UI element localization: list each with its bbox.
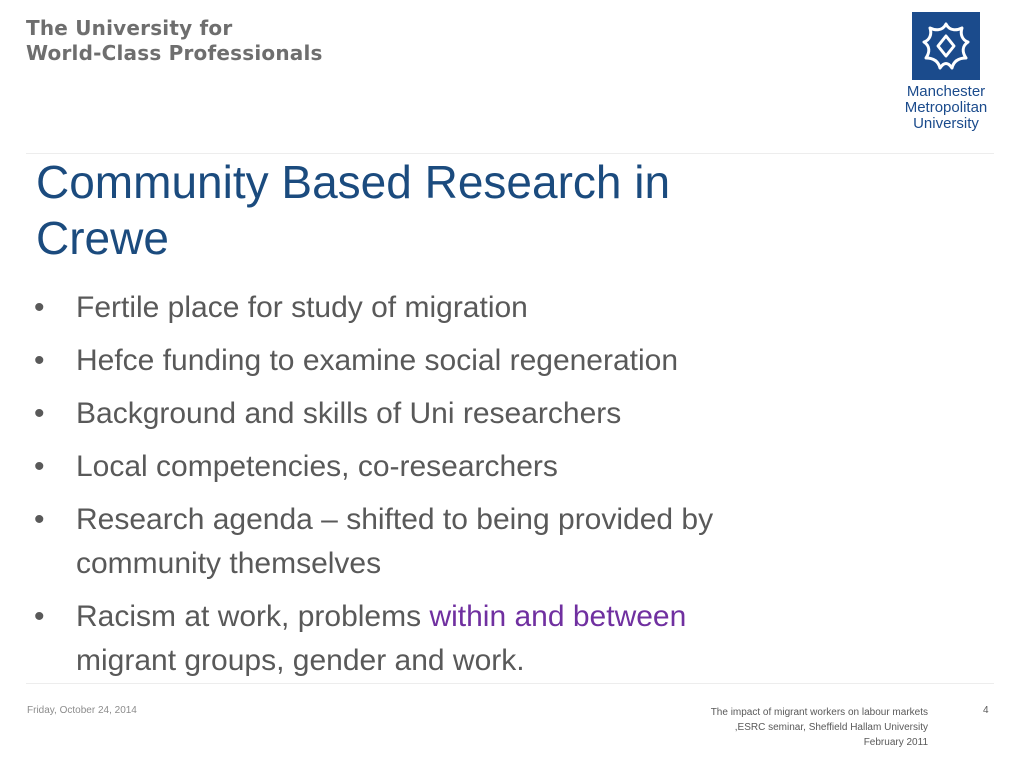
bullet-marker: • [34,397,45,430]
footer-info-line-2: ,ESRC seminar, Sheffield Hallam University [734,722,928,733]
bullet-text: Local competencies, co-researchers [76,450,558,483]
logo-line-1: Manchester [906,83,986,100]
bullet-marker: • [34,291,45,324]
slide-page-number: 4 [983,705,989,716]
bullet-text-line-1 [76,595,894,639]
list-item [34,339,894,383]
university-logo [896,12,996,132]
logo-line-3: University [913,115,979,132]
footer-info-line-3: February 2011 [863,737,928,748]
slide-title-line-2: Crewe [36,212,169,264]
logo-wordmark [896,84,996,132]
tagline-line-2: World-Class Professionals [26,41,323,65]
footer-date: Friday, October 24, 2014 [27,705,137,716]
bullet-marker: • [34,600,45,633]
bullet-marker: • [34,503,45,536]
list-item [34,286,894,330]
footer-presentation-info [608,705,928,750]
bullet-marker: • [34,344,45,377]
bullet-text-line-1: Research agenda – shifted to being provided by [76,503,714,536]
slide-title-line-1: Community Based Research in [36,156,671,208]
list-item [34,392,894,436]
bullet-text: Hefce funding to examine social regeneration [76,344,679,377]
bullet-text-plain: Racism at work, problems [76,600,430,633]
list-item [34,498,894,586]
rose-emblem-icon [912,12,980,80]
footer-info-line-1: The impact of migrant workers on labour markets [710,707,928,718]
list-item [34,595,894,683]
university-tagline [26,16,323,66]
bullet-list [34,286,894,692]
bullet-text-line-2: migrant groups, gender and work. [76,644,525,677]
bullet-marker: • [34,450,45,483]
slide-title [36,154,836,266]
tagline-line-1: The University for [26,16,233,40]
list-item [34,445,894,489]
footer-divider [26,683,994,684]
bullet-text: Background and skills of Uni researchers [76,397,622,430]
logo-line-2: Metropolitan [904,99,988,116]
bullet-text-highlight: within and between [429,600,687,633]
bullet-text-line-2: community themselves [76,547,382,580]
bullet-text: Fertile place for study of migration [76,291,528,324]
